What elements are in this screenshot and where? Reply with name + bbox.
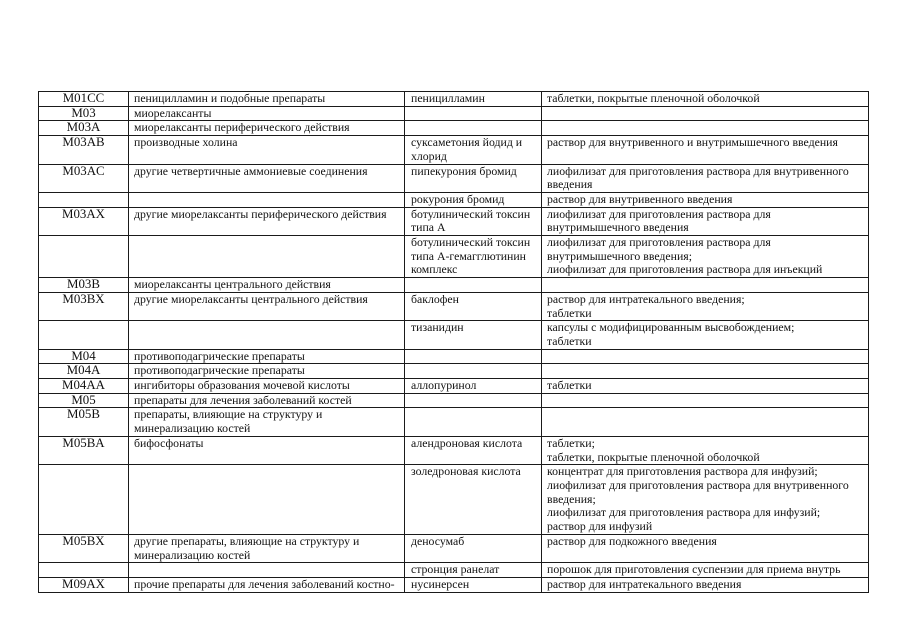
atc-code-cell: M03AC (39, 164, 129, 192)
atc-group-cell (129, 321, 405, 349)
atc-code-cell: M05BX (39, 534, 129, 562)
dosage-form-item: раствор для инфузий (547, 519, 653, 534)
dosage-form-item: таблетки; (547, 436, 595, 450)
table-row (39, 534, 869, 562)
table-row (39, 106, 869, 121)
drug-name-cell: тизанидин (405, 321, 542, 349)
table-body (39, 92, 869, 593)
dosage-forms-cell (542, 236, 869, 278)
dosage-forms-cell (542, 393, 869, 408)
drug-name-cell (405, 364, 542, 379)
dosage-forms-cell (542, 534, 869, 562)
atc-group-cell: противоподагрические препараты (129, 364, 405, 379)
dosage-forms-cell (542, 106, 869, 121)
atc-group-cell: другие четвертичные аммониевые соединения (129, 164, 405, 192)
atc-code-cell (39, 192, 129, 207)
table-row (39, 207, 869, 235)
drug-name-cell (405, 106, 542, 121)
atc-group-cell: препараты, влияющие на структуру и минерализацию костей (129, 408, 405, 436)
drug-name-cell (405, 408, 542, 436)
drug-name-cell: нусинерсен (405, 577, 542, 592)
atc-code-cell (39, 465, 129, 535)
dosage-forms-cell (542, 465, 869, 535)
drug-name-cell: ботулинический токсин типа А (405, 207, 542, 235)
dosage-form-item: лиофилизат для приготовления раствора для инфузий; (547, 505, 821, 520)
atc-group-cell (129, 192, 405, 207)
table-row (39, 92, 869, 107)
atc-code-cell: M04A (39, 364, 129, 379)
table-row (39, 121, 869, 136)
dosage-form-item: таблетки (547, 333, 592, 348)
drug-name-cell: рокурония бромид (405, 192, 542, 207)
atc-code-cell: M03AX (39, 207, 129, 235)
dosage-form-item: порошок для приготовления суспензии для приема внутрь (547, 562, 841, 577)
dosage-form-item: раствор для интратекального введения; (547, 292, 745, 306)
dosage-form-item: капсулы с модифицированным высвобождением; (547, 320, 795, 335)
dosage-form-item: лиофилизат для приготовления раствора для внутривенного введения; (547, 477, 849, 506)
drug-name-cell: ботулинический токсин типа А-гемагглютинин комплекс (405, 236, 542, 278)
atc-code-cell: M09AX (39, 577, 129, 592)
dosage-form-item: таблетки, покрытые пленочной оболочкой (547, 449, 760, 464)
atc-group-cell: другие миорелаксанты периферического действия (129, 207, 405, 235)
dosage-forms-cell (542, 164, 869, 192)
dosage-forms-cell (542, 292, 869, 320)
atc-group-cell (129, 236, 405, 278)
table-row (39, 292, 869, 320)
atc-group-cell: пеницилламин и подобные препараты (129, 92, 405, 107)
table-row (39, 349, 869, 364)
atc-code-cell (39, 321, 129, 349)
table-row (39, 577, 869, 592)
table-row (39, 192, 869, 207)
dosage-form-item: раствор для внутривенного введения (547, 192, 733, 206)
dosage-form-item: лиофилизат для приготовления раствора для внутримышечного введения; (547, 235, 771, 263)
dosage-forms-cell (542, 349, 869, 364)
atc-group-cell: противоподагрические препараты (129, 349, 405, 364)
atc-group-cell (129, 563, 405, 578)
drug-name-cell: золедроновая кислота (405, 465, 542, 535)
atc-code-cell: M04AA (39, 379, 129, 394)
dosage-forms-cell (542, 192, 869, 207)
drug-name-cell: пипекурония бромид (405, 164, 542, 192)
table-row (39, 563, 869, 578)
atc-code-cell: M04 (39, 349, 129, 364)
table-row (39, 465, 869, 535)
dosage-form-item: лиофилизат для приготовления раствора для внутримышечного введения (547, 207, 771, 235)
atc-code-cell (39, 563, 129, 578)
atc-group-cell: другие препараты, влияющие на структуру и минерализацию костей (129, 534, 405, 562)
atc-group-cell (129, 465, 405, 535)
drug-name-cell: деносумаб (405, 534, 542, 562)
atc-code-cell: M03A (39, 121, 129, 136)
dosage-forms-cell (542, 379, 869, 394)
dosage-forms-cell (542, 436, 869, 464)
drug-list-table (38, 91, 869, 593)
atc-code-cell: M01CC (39, 92, 129, 107)
atc-group-cell: ингибиторы образования мочевой кислоты (129, 379, 405, 394)
atc-code-cell: M05B (39, 408, 129, 436)
dosage-forms-cell (542, 92, 869, 107)
atc-group-cell: препараты для лечения заболеваний костей (129, 393, 405, 408)
drug-name-cell (405, 393, 542, 408)
table-row (39, 364, 869, 379)
dosage-forms-cell (542, 321, 869, 349)
dosage-form-item: лиофилизат для приготовления раствора для инъекций (547, 262, 823, 277)
atc-group-cell: миорелаксанты центрального действия (129, 278, 405, 293)
atc-code-cell: M03BX (39, 292, 129, 320)
drug-name-cell: баклофен (405, 292, 542, 320)
table-row (39, 136, 869, 164)
atc-code-cell: M05 (39, 393, 129, 408)
drug-name-cell (405, 121, 542, 136)
table-row (39, 436, 869, 464)
atc-code-cell: M03AB (39, 136, 129, 164)
atc-group-cell: миорелаксанты периферического действия (129, 121, 405, 136)
dosage-form-item: таблетки, покрытые пленочной оболочкой (547, 91, 760, 105)
table-row (39, 278, 869, 293)
drug-name-cell (405, 349, 542, 364)
dosage-form-item: таблетки (547, 378, 592, 393)
dosage-forms-cell (542, 563, 869, 578)
drug-name-cell: пеницилламин (405, 92, 542, 107)
drug-name-cell: суксаметония йодид и хлорид (405, 136, 542, 164)
table-row (39, 379, 869, 394)
atc-group-cell: другие миорелаксанты центрального действия (129, 292, 405, 320)
atc-code-cell: M05BA (39, 436, 129, 464)
atc-group-cell: бифосфонаты (129, 436, 405, 464)
atc-group-cell: прочие препараты для лечения заболеваний костно- (129, 577, 405, 592)
drug-name-cell: алендроновая кислота (405, 436, 542, 464)
atc-group-cell: производные холина (129, 136, 405, 164)
atc-code-cell: M03 (39, 106, 129, 121)
table-row (39, 408, 869, 436)
atc-group-cell: миорелаксанты (129, 106, 405, 121)
atc-code-cell: M03B (39, 278, 129, 293)
dosage-forms-cell (542, 136, 869, 164)
dosage-forms-cell (542, 364, 869, 379)
dosage-forms-cell (542, 408, 869, 436)
table-row (39, 164, 869, 192)
atc-code-cell (39, 236, 129, 278)
dosage-forms-cell (542, 121, 869, 136)
dosage-form-item: раствор для интратекального введения (547, 577, 742, 591)
table-row (39, 236, 869, 278)
table-row (39, 321, 869, 349)
dosage-form-item: раствор для подкожного введения (547, 534, 717, 548)
dosage-form-item: концентрат для приготовления раствора для инфузий; (547, 464, 818, 479)
table-row (39, 393, 869, 408)
drug-name-cell: аллопуринол (405, 379, 542, 394)
drug-name-cell: стронция ранелат (405, 563, 542, 578)
dosage-forms-cell (542, 278, 869, 293)
drug-name-cell (405, 278, 542, 293)
dosage-form-item: раствор для внутривенного и внутримышечного введения (547, 135, 838, 150)
dosage-forms-cell (542, 207, 869, 235)
dosage-form-item: таблетки (547, 305, 592, 320)
dosage-forms-cell (542, 577, 869, 592)
dosage-form-item: лиофилизат для приготовления раствора для внутривенного введения (547, 164, 849, 192)
